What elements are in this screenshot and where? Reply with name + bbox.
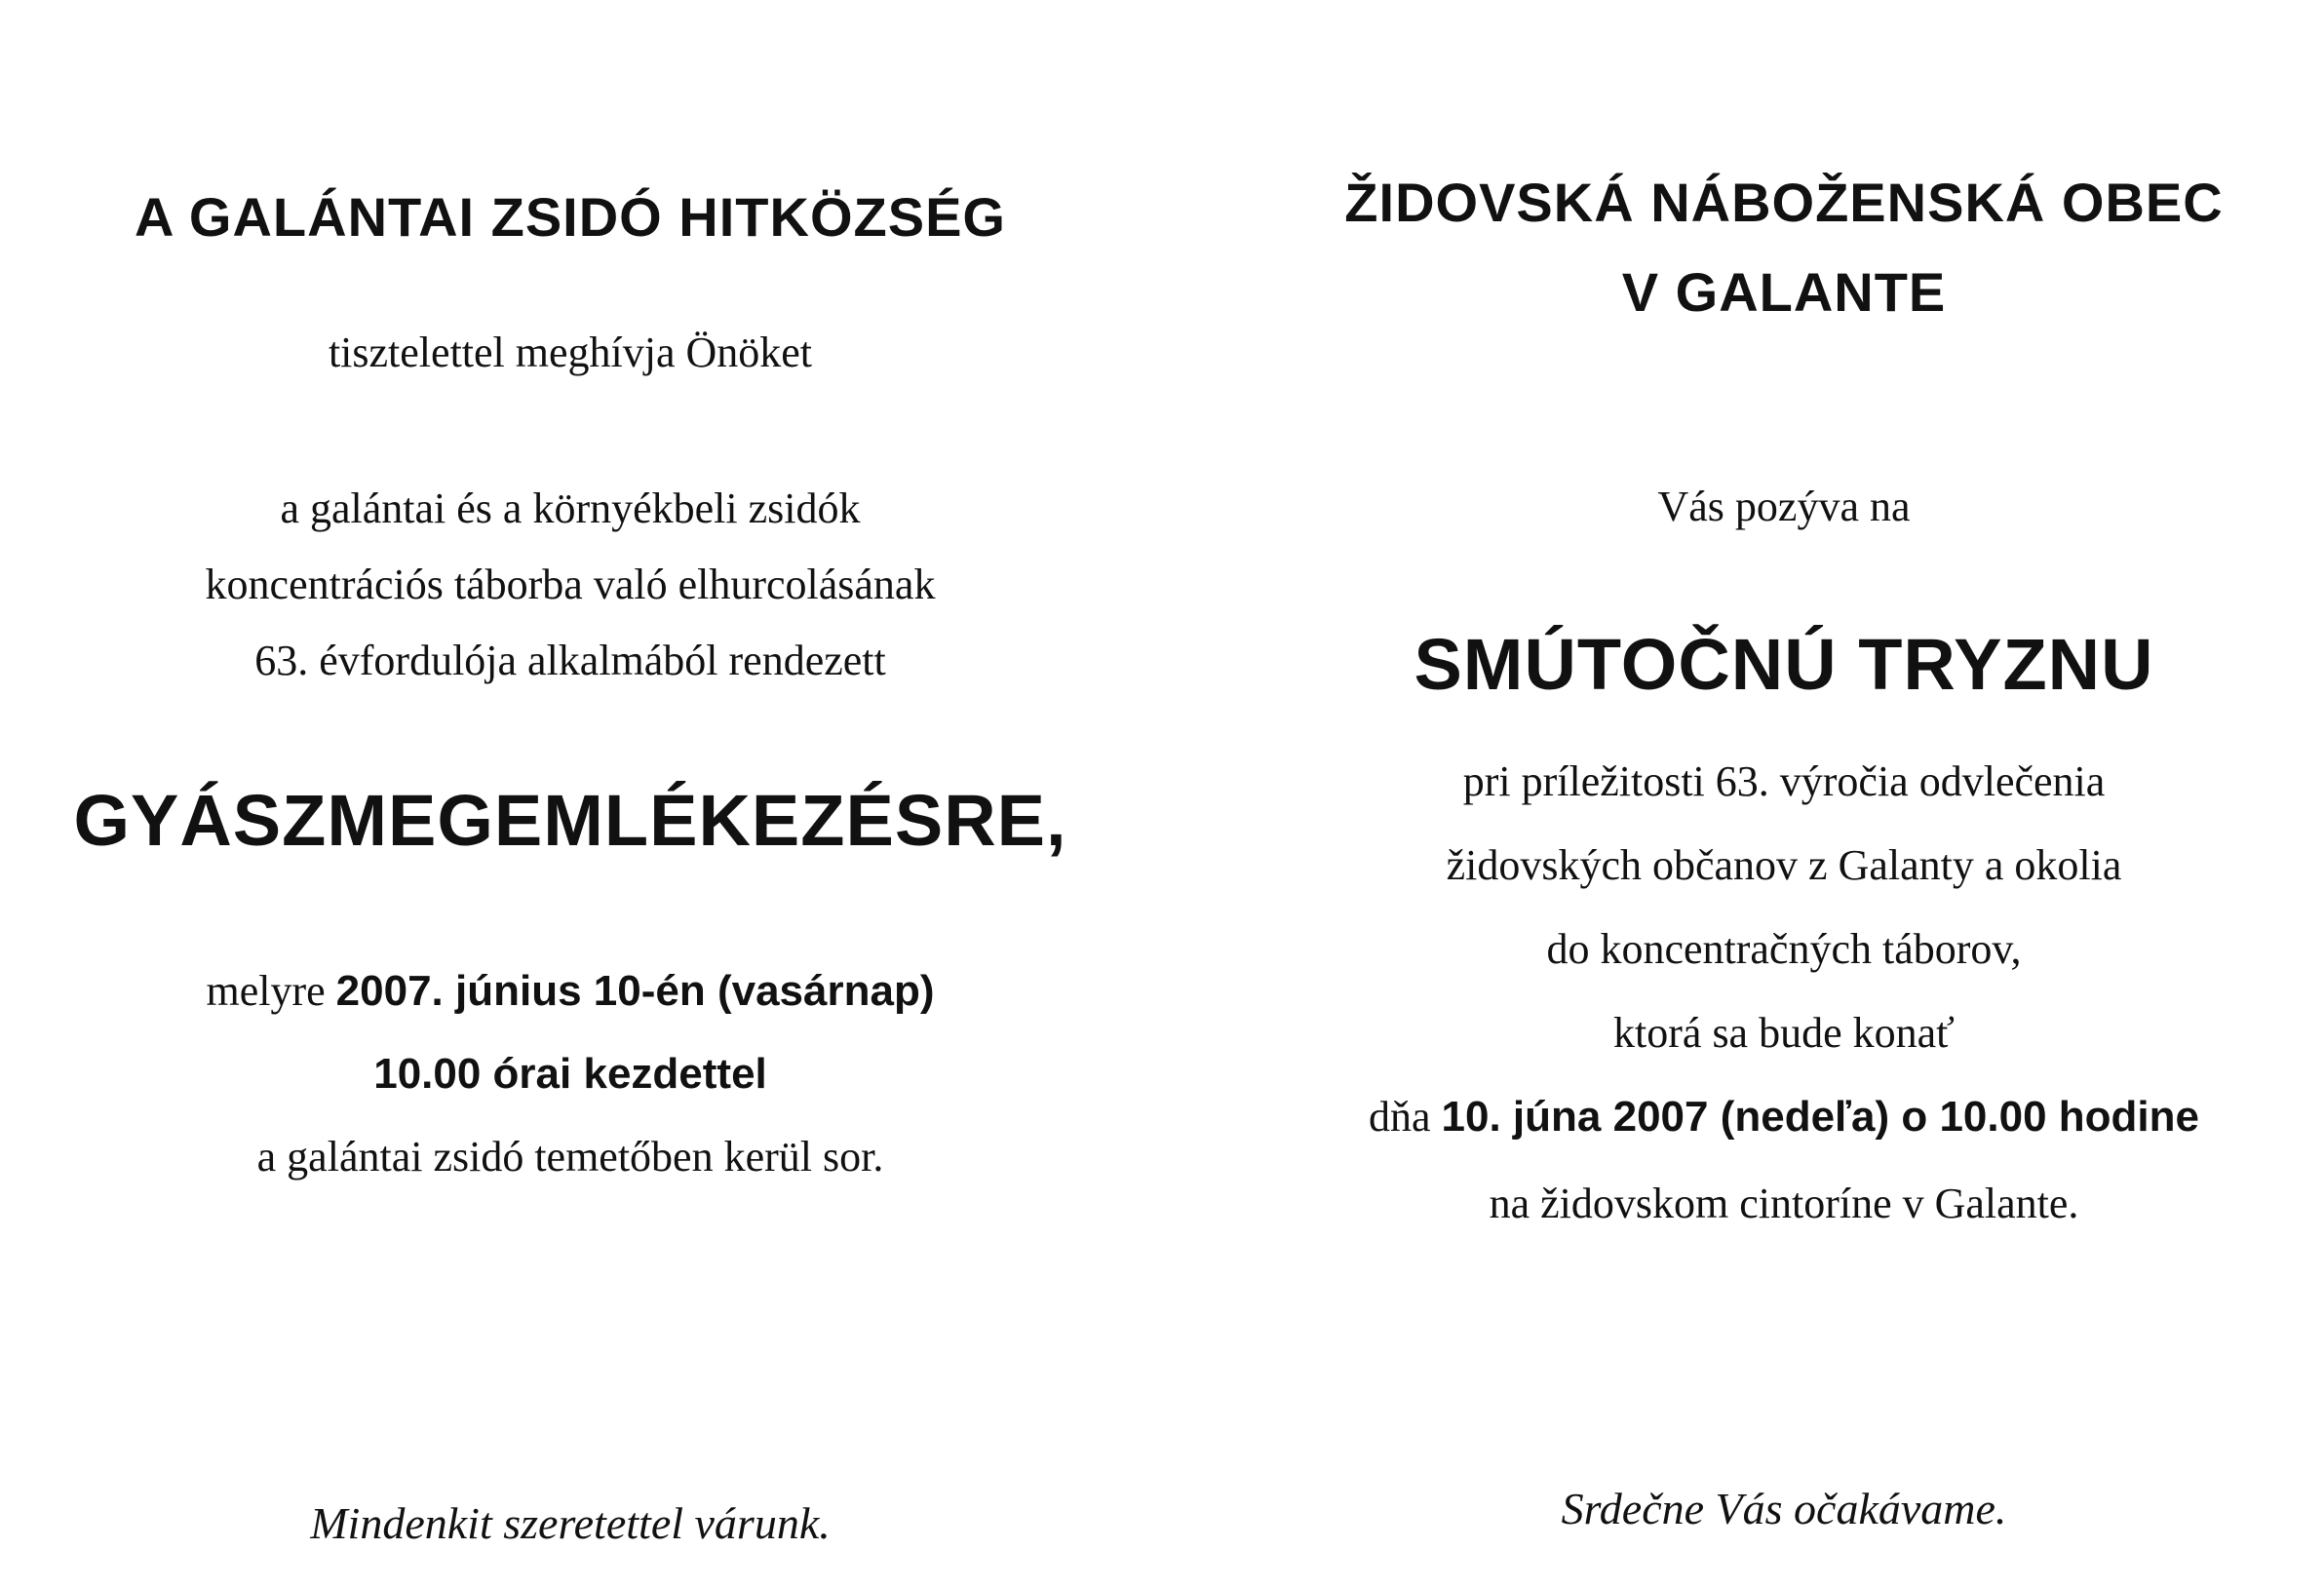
slovak-invite-text: Vás pozýva na	[1657, 483, 1911, 530]
hungarian-occasion-line-2: koncentrációs táborba való elhurcolásának	[205, 561, 936, 608]
hungarian-date-prefix: melyre	[206, 967, 326, 1015]
slovak-place: na židovskom cintoríne v Galante.	[1489, 1180, 2079, 1227]
slovak-title-line-2: V GALANTE	[1621, 261, 1947, 323]
slovak-occasion-line-1: pri príležitosti 63. výročia odvlečenia	[1462, 757, 2106, 805]
hungarian-headline: GYÁSZMEGEMLÉKEZÉSRE,	[73, 780, 1067, 861]
hungarian-invite-text: tisztelettel meghívja Önöket	[328, 329, 813, 376]
slovak-occasion-line-4: ktorá sa bude konať	[1613, 1009, 1955, 1057]
hungarian-date-line	[39, 967, 1102, 1015]
hungarian-occasion-line-1: a galántai és a környékbeli zsidók	[280, 484, 861, 532]
slovak-occasion-line-2: židovských občanov z Galanty a okolia	[1446, 841, 2122, 889]
slovak-occasion-line-3: do koncentračných táborov,	[1546, 925, 2022, 973]
hungarian-invitation	[39, 0, 1102, 1588]
hungarian-date: 2007. június 10-én (vasárnap)	[335, 967, 935, 1015]
slovak-headline: SMÚTOČNÚ TRYZNU	[1414, 624, 2154, 705]
slovak-invitation	[1267, 0, 2301, 1588]
hungarian-closing: Mindenkit szeretettel várunk.	[310, 1498, 831, 1548]
hungarian-title: A GALÁNTAI ZSIDÓ HITKÖZSÉG	[135, 186, 1006, 248]
hungarian-occasion-line-3: 63. évfordulója alkalmából rendezett	[254, 637, 886, 684]
slovak-date-line	[1267, 1093, 2301, 1141]
hungarian-time: 10.00 órai kezdettel	[373, 1050, 767, 1098]
hungarian-time-line	[39, 1050, 1102, 1098]
slovak-closing: Srdečne Vás očakávame.	[1561, 1484, 2007, 1533]
slovak-date-prefix: dňa	[1369, 1093, 1431, 1141]
slovak-date: 10. júna 2007 (nedeľa) o 10.00 hodine	[1441, 1093, 2199, 1141]
hungarian-place: a galántai zsidó temetőben kerül sor.	[256, 1133, 884, 1181]
slovak-title-line-1: ŽIDOVSKÁ NÁBOŽENSKÁ OBEC	[1344, 172, 2224, 233]
